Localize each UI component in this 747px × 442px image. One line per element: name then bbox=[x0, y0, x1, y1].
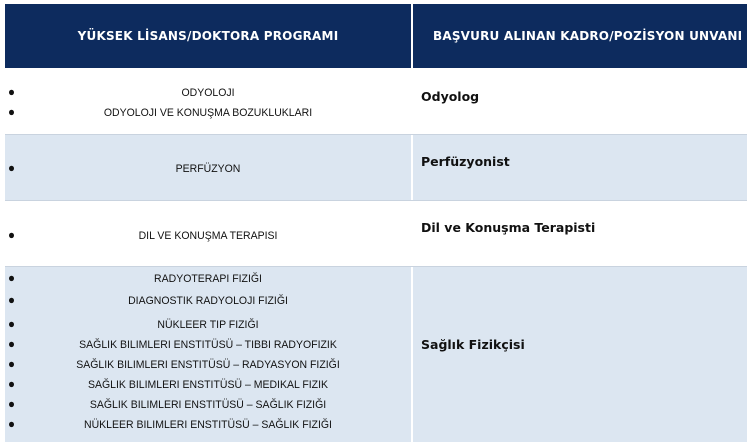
row-divider bbox=[5, 266, 747, 267]
bullet-icon bbox=[9, 362, 14, 367]
list-item bbox=[5, 355, 411, 374]
list-item bbox=[5, 226, 411, 245]
bullet-icon bbox=[9, 276, 14, 281]
program-cell bbox=[5, 134, 411, 200]
program-cell bbox=[5, 68, 411, 134]
table-row bbox=[5, 68, 747, 134]
row-divider bbox=[5, 200, 747, 201]
table-row bbox=[5, 266, 747, 442]
bullet-icon bbox=[9, 110, 14, 115]
header-position: BAŞVURU ALINAN KADRO/POZİSYON UNVANI bbox=[413, 4, 747, 68]
header-program: YÜKSEK LİSANS/DOKTORA PROGRAMI bbox=[5, 4, 411, 68]
program-name: SAĞLIK BILIMLERI ENSTITÜSÜ – RADYASYON FIZIĞI bbox=[76, 358, 340, 372]
table-header bbox=[5, 4, 747, 68]
list-item bbox=[5, 159, 411, 178]
list-item bbox=[5, 83, 411, 102]
bullet-icon bbox=[9, 166, 14, 171]
list-item bbox=[5, 395, 411, 414]
bullet-icon bbox=[9, 422, 14, 427]
bullet-icon bbox=[9, 322, 14, 327]
position-title: Odyolog bbox=[421, 89, 480, 104]
position-cell bbox=[413, 200, 747, 266]
bullet-icon bbox=[9, 402, 14, 407]
list-item bbox=[5, 315, 411, 334]
table-row bbox=[5, 200, 747, 266]
list-item bbox=[5, 415, 411, 434]
program-cell bbox=[5, 200, 411, 266]
bullet-icon bbox=[9, 298, 14, 303]
program-name: DIL VE KONUŞMA TERAPISI bbox=[138, 229, 278, 243]
list-item bbox=[5, 269, 411, 288]
position-title: Dil ve Konuşma Terapisti bbox=[421, 220, 596, 235]
list-item bbox=[5, 103, 411, 122]
bullet-icon bbox=[9, 90, 14, 95]
position-title: Perfüzyonist bbox=[421, 154, 510, 169]
bullet-icon bbox=[9, 342, 14, 347]
list-item bbox=[5, 291, 411, 310]
program-name: SAĞLIK BILIMLERI ENSTITÜSÜ – TIBBI RADYOFIZIK bbox=[79, 338, 337, 352]
program-cell bbox=[5, 266, 411, 442]
program-name: NÜKLEER TIP FIZIĞI bbox=[157, 318, 259, 332]
row-divider bbox=[5, 134, 747, 135]
position-cell bbox=[413, 266, 747, 442]
position-cell bbox=[413, 68, 747, 134]
bullet-icon bbox=[9, 233, 14, 238]
program-name: SAĞLIK BILIMLERI ENSTITÜSÜ – MEDIKAL FIZIK bbox=[87, 378, 328, 392]
table-row bbox=[5, 134, 747, 200]
list-item bbox=[5, 335, 411, 354]
program-name: NÜKLEER BILIMLERI ENSTITÜSÜ – SAĞLIK FIZIĞI bbox=[84, 418, 332, 432]
program-name: DIAGNOSTIK RADYOLOJI FIZIĞI bbox=[128, 294, 288, 308]
position-cell bbox=[413, 134, 747, 200]
program-name: ODYOLOJI VE KONUŞMA BOZUKLUKLARI bbox=[103, 106, 313, 120]
program-name: PERFÜZYON bbox=[175, 162, 241, 176]
bullet-icon bbox=[9, 382, 14, 387]
list-item bbox=[5, 375, 411, 394]
program-name: RADYOTERAPI FIZIĞI bbox=[154, 272, 262, 286]
program-name: SAĞLIK BILIMLERI ENSTITÜSÜ – SAĞLIK FIZIĞI bbox=[89, 398, 327, 412]
program-name: ODYOLOJI bbox=[181, 86, 235, 100]
position-title: Sağlık Fizikçisi bbox=[421, 337, 525, 352]
